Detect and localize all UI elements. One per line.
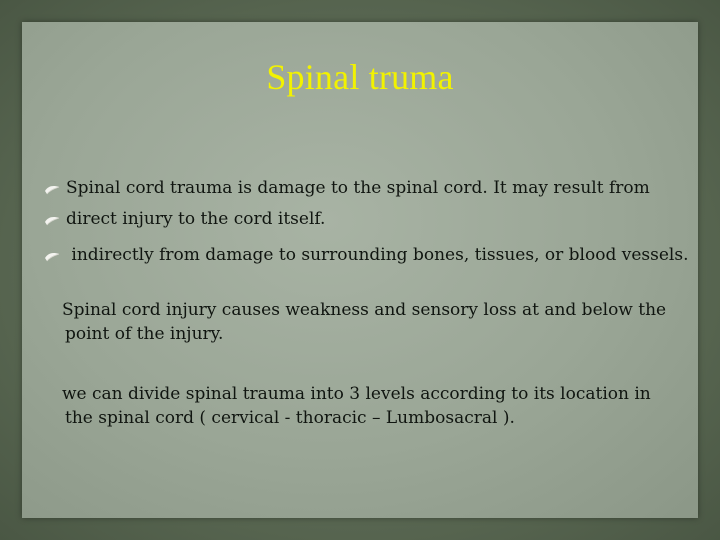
bullet-item bbox=[44, 207, 694, 231]
slide-title: Spinal truma bbox=[266, 57, 454, 97]
bullet-item bbox=[44, 243, 694, 267]
paragraph-injury bbox=[62, 298, 682, 346]
bullet-text: indirectly from damage to surrounding bones, tissues, or blood vessels. bbox=[66, 245, 689, 265]
bullet-list bbox=[44, 176, 694, 274]
bullet-item bbox=[44, 176, 694, 200]
paragraph-line: point of the injury. bbox=[65, 324, 224, 344]
ribbon-bullet-icon bbox=[44, 180, 60, 196]
bullet-text: Spinal cord trauma is damage to the spinal cord. It may result from bbox=[66, 178, 650, 198]
paragraph-line: we can divide spinal trauma into 3 levels according to its location in bbox=[62, 384, 651, 404]
paragraph-line: Spinal cord injury causes weakness and sensory loss at and below the bbox=[62, 300, 667, 320]
ribbon-bullet-icon bbox=[44, 211, 60, 227]
bullet-text: direct injury to the cord itself. bbox=[66, 209, 326, 229]
ribbon-bullet-icon bbox=[44, 247, 60, 263]
paragraph-levels bbox=[62, 382, 682, 430]
paragraph-line: the spinal cord ( cervical - thoracic – Lumbosacral ). bbox=[65, 408, 515, 428]
